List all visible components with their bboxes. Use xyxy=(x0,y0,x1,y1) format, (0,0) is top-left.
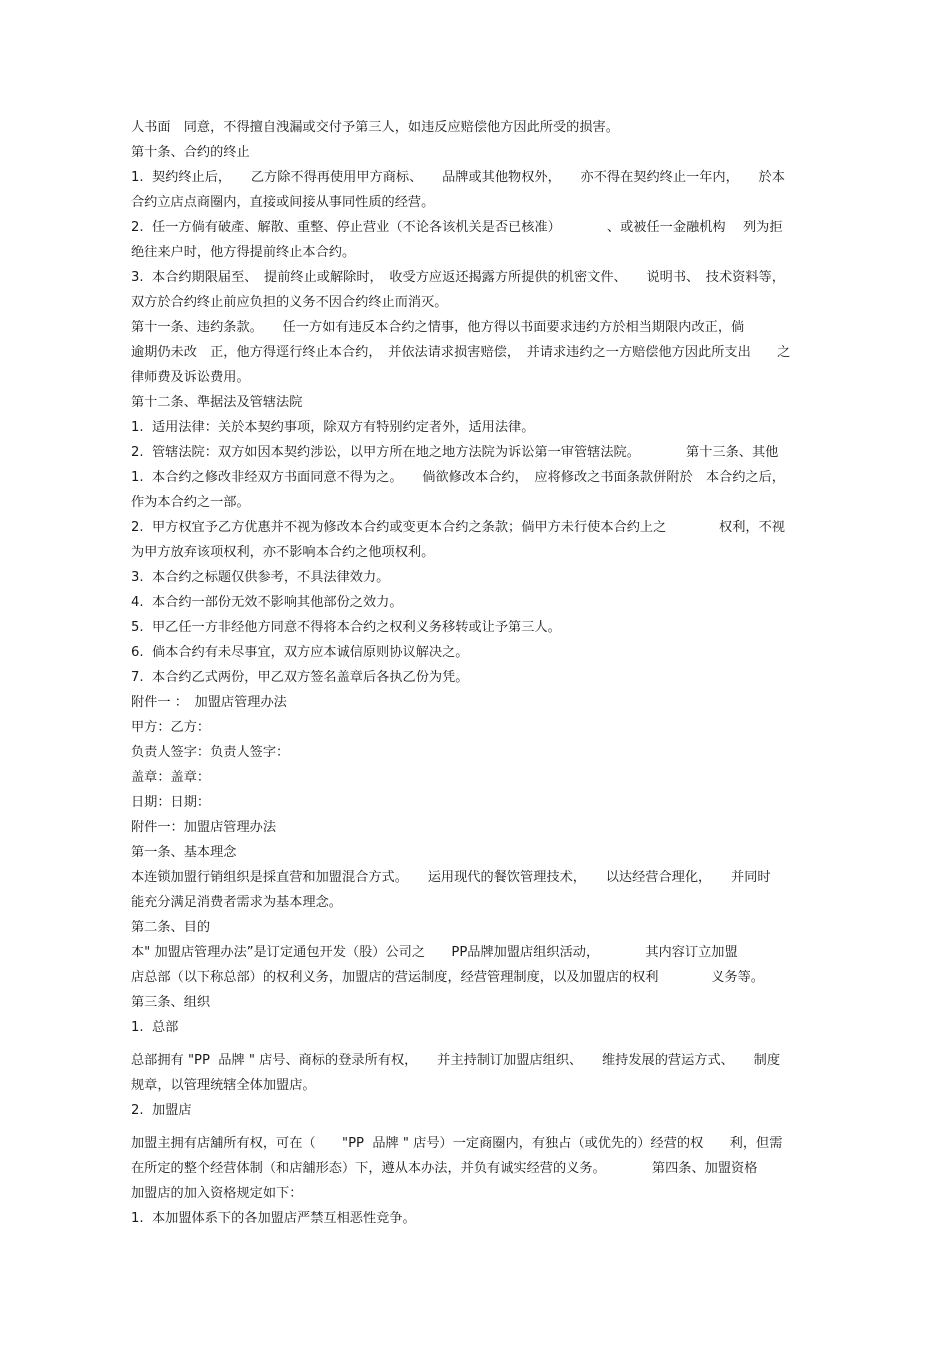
signature-line: 日期：日期： xyxy=(131,795,211,810)
text-line: 4. 本合约一部份无效不影响其他部份之效力。 xyxy=(131,595,403,610)
section-heading: 第十条、合约的终止 xyxy=(131,145,250,160)
text-line: 总部拥有 "PP 品牌 " 店号、商标的登录所有权， 并主持制订加盟店组织、 维持发展的营运方式、 制度 xyxy=(131,1053,781,1068)
text-line: 1. 契约终止后， 乙方除不得再使用甲方商标、 品牌或其他物权外， 亦不得在契约终止一年内， 於本 xyxy=(131,170,785,185)
text-line: 为甲方放弃该项权利，亦不影响本合约之他项权利。 xyxy=(131,545,435,560)
subsection-heading: 1. 总部 xyxy=(131,1020,179,1035)
text-line: 双方於合约终止前应负担的义务不因合约终止而消灭。 xyxy=(131,295,448,310)
text-line: 逾期仍未改 正，他方得逕行终止本合约， 并依法请求损害赔偿， 并请求违约之一方赔偿他方因此所支出 之 xyxy=(131,345,791,360)
text-line: 2. 任一方倘有破產、解散、重整、停止营业（不论各该机关是否已核准） 、或被任一金融机构 列为拒 xyxy=(131,220,783,235)
text-line: 1. 本加盟体系下的各加盟店严禁互相恶性竞争。 xyxy=(131,1211,416,1226)
text-line: 1. 本合约之修改非经双方书面同意不得为之。 倘欲修改本合约， 应将修改之书面条款併附於 本合约之后， xyxy=(131,470,785,485)
text-line: 2. 甲方权宜予乙方优惠并不视为修改本合约或变更本合约之条款；倘甲方未行使本合约上之 权利，不视 xyxy=(131,520,785,535)
text-line: 3. 本合约期限届至、 提前终止或解除时， 收受方应返还揭露方所提供的机密文件、 说明书、 技术资料等， xyxy=(131,270,785,285)
text-line: 人书面 同意，不得擅自洩漏或交付予第三人，如违反应赔偿他方因此所受的损害。 xyxy=(131,120,619,135)
text-line: 本" 加盟店管理办法”是订定通包开发（股）公司之 PP品牌加盟店组织活动， 其内容订立加盟 xyxy=(131,945,738,960)
text-line: 2. 管辖法院：双方如因本契约涉讼，以甲方所在地之地方法院为诉讼第一审管辖法院。 第十三条、其他 xyxy=(131,445,779,460)
section-heading: 第三条、组织 xyxy=(131,995,211,1010)
text-line: 合约立店点商圈内，直接或间接从事同性质的经营。 xyxy=(131,195,435,210)
subsection-heading: 2. 加盟店 xyxy=(131,1103,192,1118)
text-line: 绝往来户时，他方得提前终止本合约。 xyxy=(131,245,356,260)
signature-line: 盖章：盖章： xyxy=(131,770,211,785)
text-line: 规章，以管理统辖全体加盟店。 xyxy=(131,1078,316,1093)
text-line: 在所定的整个经营体制（和店舖形态）下，遵从本办法，并负有诚实经营的义务。 第四条、加盟资格 xyxy=(131,1161,758,1176)
section-heading: 第十一条、违约条款。 任一方如有违反本合约之情事，他方得以书面要求违约方於相当期限内改正，倘 xyxy=(131,320,745,335)
text-line: 6. 倘本合约有未尽事宜，双方应本诚信原则协议解决之。 xyxy=(131,645,469,660)
text-line: 加盟主拥有店舖所有权，可在（ "PP 品牌 " 店号）一定商圈内，有独占（或优先的）经营的权 利，但需 xyxy=(131,1136,783,1151)
text-line: 1. 适用法律：关於本契约事项，除双方有特别约定者外，适用法律。 xyxy=(131,420,535,435)
text-line: 作为本合约之一部。 xyxy=(131,495,250,510)
text-line: 5. 甲乙任一方非经他方同意不得将本合约之权利义务移转或让予第三人。 xyxy=(131,620,561,635)
signature-line: 甲方：乙方： xyxy=(131,720,211,735)
text-line: 能充分满足消费者需求为基本理念。 xyxy=(131,895,342,910)
signature-line: 负责人签字：负责人签字： xyxy=(131,745,290,760)
section-heading: 第十二条、準据法及管辖法院 xyxy=(131,395,303,410)
section-heading: 第二条、目的 xyxy=(131,920,211,935)
text-line: 律师费及诉讼费用。 xyxy=(131,370,250,385)
text-line: 7. 本合约乙式两份，甲乙双方签名盖章后各执乙份为凭。 xyxy=(131,670,469,685)
text-line: 加盟店的加入资格规定如下： xyxy=(131,1186,303,1201)
text-line: 本连锁加盟行销组织是採直营和加盟混合方式。 运用现代的餐饮管理技术， 以达经营合理化， 并同时 xyxy=(131,870,771,885)
text-line: 店总部（以下称总部）的权利义务，加盟店的营运制度，经营管理制度，以及加盟店的权利 义务等。 xyxy=(131,970,764,985)
text-line: 3. 本合约之标题仅供参考，不具法律效力。 xyxy=(131,570,390,585)
attachment-heading: 附件一：加盟店管理办法 xyxy=(131,820,277,835)
section-heading: 第一条、基本理念 xyxy=(131,845,237,860)
document-body xyxy=(131,115,821,1231)
attachment-heading: 附件一 ： 加盟店管理办法 xyxy=(131,695,287,710)
